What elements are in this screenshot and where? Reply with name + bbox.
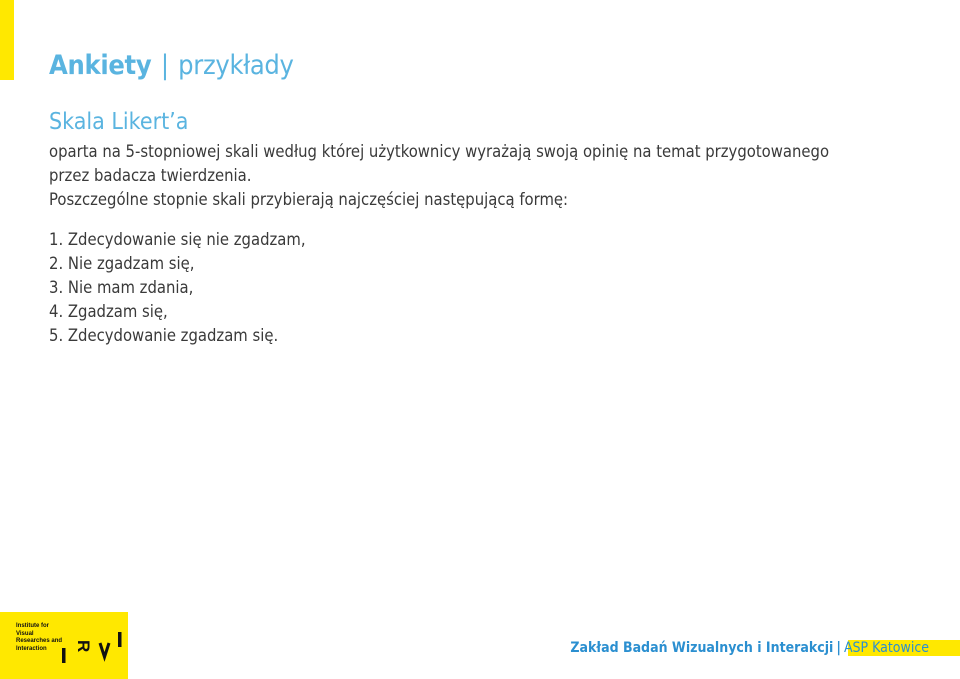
footer-school: ASP Katowice xyxy=(843,640,929,656)
likert-scale-item: 2. Nie zgadzam się, xyxy=(49,254,195,273)
likert-scale-list xyxy=(49,228,909,348)
institute-logo-line: Institute for xyxy=(16,623,49,629)
likert-scale-item: 3. Nie mam zdania, xyxy=(49,278,194,297)
svg-text:R: R xyxy=(74,640,93,653)
paragraph-scale-intro: Poszczególne stopnie skali przybierają najczęściej następującą formę: xyxy=(49,190,569,209)
paragraph-definition-line-1: oparta na 5-stopniowej skali według której użytkownicy wyrażają swoją opinię na temat przygotowanego xyxy=(49,142,830,161)
slide-body xyxy=(49,140,909,348)
institute-logo-line: Visual xyxy=(16,630,34,637)
institute-logo-text xyxy=(16,623,64,653)
likert-scale-item: 4. Zgadzam się, xyxy=(49,302,168,321)
page-title-separator: | xyxy=(160,50,169,81)
yellow-accent-bar xyxy=(0,0,14,80)
irvi-logo-mark-icon xyxy=(60,626,124,666)
page-title-main: Ankiety xyxy=(49,50,152,81)
footer-credit xyxy=(570,639,929,657)
section-subtitle: Skala Likert’a xyxy=(49,109,189,135)
likert-scale-item: 5. Zdecydowanie zgadzam się. xyxy=(49,326,279,345)
institute-logo-line: Researches and xyxy=(16,638,63,644)
institute-logo xyxy=(0,612,128,679)
page-title-sub: przykłady xyxy=(178,50,294,81)
footer-separator: | xyxy=(836,640,841,656)
page-title xyxy=(49,50,294,81)
paragraph-definition-line-2: przez badacza twierdzenia. xyxy=(49,166,252,185)
institute-logo-line: Interaction xyxy=(16,645,47,652)
footer-department: Zakład Badań Wizualnych i Interakcji xyxy=(570,640,834,656)
likert-scale-item: 1. Zdecydowanie się nie zgadzam, xyxy=(49,230,306,249)
spacer xyxy=(49,212,909,228)
